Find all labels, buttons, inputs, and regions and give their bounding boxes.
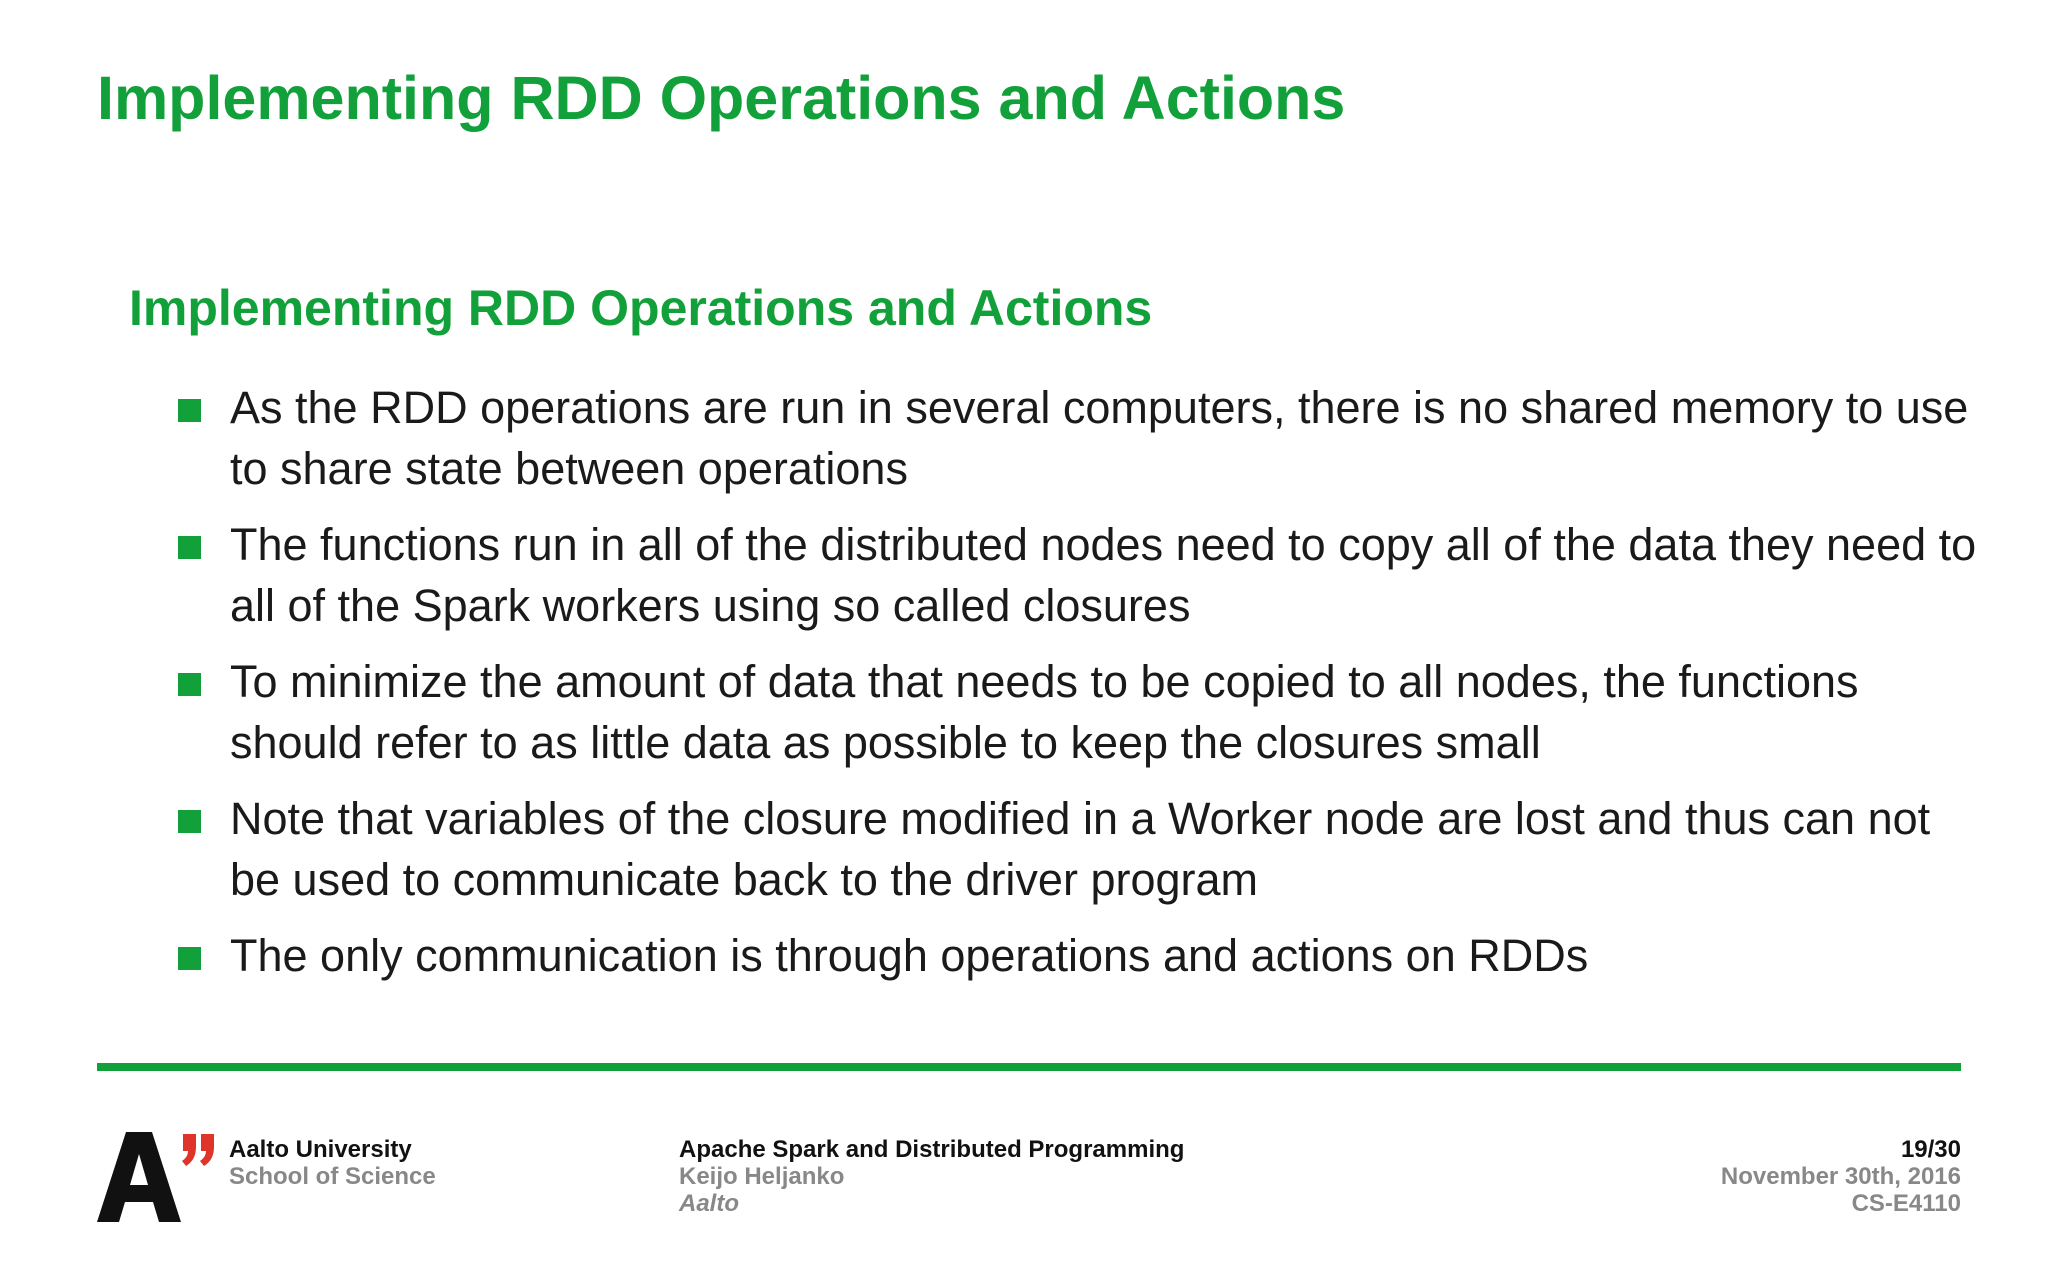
bullet-text: The only communication is through operations and actions on RDDs xyxy=(230,930,1589,981)
course-title: Apache Spark and Distributed Programming xyxy=(679,1136,1185,1163)
list-item xyxy=(178,514,1978,636)
university-name: Aalto University xyxy=(229,1136,412,1163)
institution-name: Aalto xyxy=(679,1190,739,1217)
square-bullet-icon xyxy=(178,536,201,559)
slide-title: Implementing RDD Operations and Actions xyxy=(97,64,1346,132)
author-name: Keijo Heljanko xyxy=(679,1163,845,1190)
bullet-text: The functions run in all of the distributed nodes need to copy all of the data they need to all of the Spark workers using so called closures xyxy=(230,519,1977,631)
page-number: 19/30 xyxy=(1900,1136,1961,1163)
aalto-logo-icon xyxy=(97,1132,217,1222)
presentation-date: November 30th, 2016 xyxy=(1720,1163,1961,1190)
bullet-list xyxy=(178,377,1978,1001)
square-bullet-icon xyxy=(178,947,201,970)
footer-info-block xyxy=(1721,1136,1961,1217)
bullet-text: Note that variables of the closure modified in a Worker node are lost and thus can not be used to communicate back to the driver program xyxy=(230,793,1931,905)
bullet-text: To minimize the amount of data that needs to be copied to all nodes, the functions should refer to as little data as possible to keep the closures small xyxy=(230,656,1859,768)
school-name: School of Science xyxy=(229,1163,436,1190)
square-bullet-icon xyxy=(178,399,201,422)
list-item xyxy=(178,788,1978,910)
list-item xyxy=(178,651,1978,773)
footer-course-block xyxy=(679,1136,1184,1217)
square-bullet-icon xyxy=(178,673,201,696)
footer-divider xyxy=(97,1063,1961,1071)
list-item xyxy=(178,377,1978,499)
footer-university-block xyxy=(229,1136,436,1190)
course-code: CS-E4110 xyxy=(1851,1190,1961,1217)
list-item xyxy=(178,925,1978,986)
block-title: Implementing RDD Operations and Actions xyxy=(129,280,1153,336)
bullet-text: As the RDD operations are run in several computers, there is no shared memory to use to share state between operations xyxy=(230,382,1969,494)
square-bullet-icon xyxy=(178,810,201,833)
